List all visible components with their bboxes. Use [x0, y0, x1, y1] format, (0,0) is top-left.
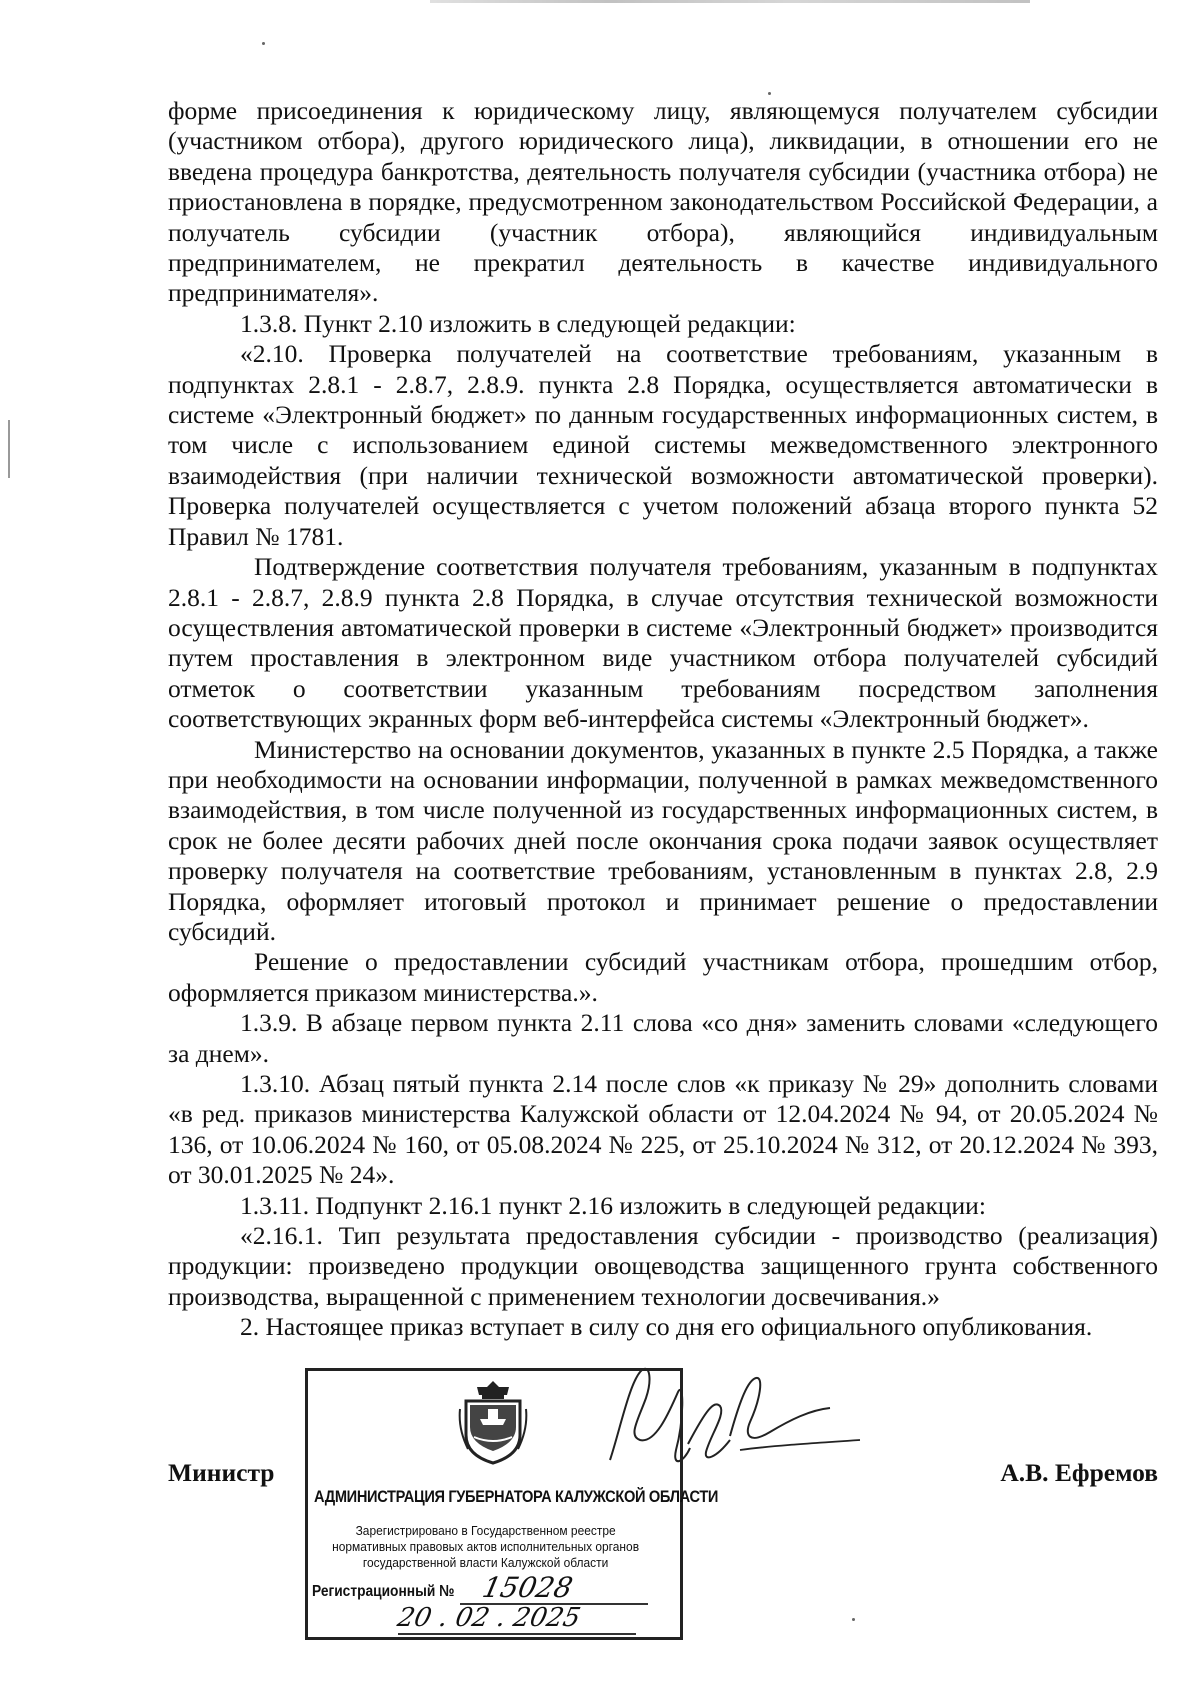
- scan-artifact-top: [430, 0, 1030, 3]
- signatory-title: Министр: [168, 1458, 275, 1487]
- registration-number: 15028: [479, 1571, 576, 1604]
- paragraph: форме присоединения к юридическому лицу, являющемуся получателем субсидии (участником отбора), другого юридического лица), ликвидации, в отношении его не введена процедура банкротства, деятельность получателя субсидии (участника отбора) не приостановлена в порядке, предусмотренном законодательством Российской Федерации, а получатель субсидии (участник отбора), являющийся индивидуальным предпринимателем, не прекратил деятельность в качестве индивидуального предпринимателя».: [168, 96, 1158, 308]
- stamp-header: АДМИНИСТРАЦИЯ ГУБЕРНАТОРА КАЛУЖСКОЙ ОБЛАСТИ: [314, 1487, 719, 1506]
- scan-dot: [852, 1618, 855, 1621]
- signatory-name: А.В. Ефремов: [1000, 1458, 1158, 1487]
- stamp-note: Зарегистрировано в Государственном реестре нормативных правовых актов исполнительных органов государственной власти Калужской области: [332, 1523, 640, 1570]
- paragraph: «2.10. Проверка получателей на соответствие требованиям, указанным в подпунктах 2.8.1 - 2.8.7, 2.8.9. пункта 2.8 Порядка, осуществляется автоматически в системе «Электронный бюджет» по данным государственных информационных систем, в том числе с использованием единой системы межведомственного электронного взаимодействия (при наличии технической возможности автоматической проверки). Проверка получателей осуществляется с учетом положений абзаца второго пункта 52 Правил № 1781.: [168, 339, 1158, 551]
- paragraph: 1.3.10. Абзац пятый пункта 2.14 после слов «к приказу № 29» дополнить словами «в ред. приказов министерства Калужской области от 12.04.2024 № 94, от 20.05.2024 № 136, от 10.06.2024 № 160, от 05.08.2024 № 225, от 25.10.2024 № 312, от 20.12.2024 № 393, от 30.01.2025 № 24».: [168, 1069, 1158, 1190]
- scan-dot: [768, 92, 771, 95]
- coat-of-arms-icon: [458, 1379, 528, 1465]
- paragraph: Министерство на основании документов, указанных в пункте 2.5 Порядка, а также при необходимости на основании информации, полученной в рамках межведомственного взаимодействия, в том числе полученной из государственных информационных систем, в срок не более десяти рабочих дней после окончания срока подачи заявок осуществляет проверку получателя на соответствие требованиям, установленным в пунктах 2.8, 2.9 Порядка, оформляет итоговый протокол и принимает решение о предоставлении субсидий.: [168, 734, 1158, 946]
- handwritten-signature: [580, 1340, 870, 1500]
- registration-date: 20 . 02 . 2025: [394, 1603, 584, 1633]
- registration-label: Регистрационный №: [312, 1583, 455, 1600]
- paragraph: Решение о предоставлении субсидий участникам отбора, прошедшим отбор, оформляется приказом министерства.».: [168, 947, 1158, 1007]
- paragraph: 1.3.8. Пункт 2.10 изложить в следующей редакции:: [240, 308, 796, 338]
- paragraph: «2.16.1. Тип результата предоставления субсидии - производство (реализация) продукции: произведено продукции овощеводства защищенного грунта собственного производства, выращенной с применением технологии досвечивания.»: [168, 1221, 1158, 1311]
- date-line: [398, 1633, 636, 1635]
- scan-artifact-left: [8, 420, 10, 478]
- paragraph: 1.3.11. Подпункт 2.16.1 пункт 2.16 изложить в следующей редакции:: [240, 1190, 986, 1220]
- paragraph: 1.3.9. В абзаце первом пункта 2.11 слова «со дня» заменить словами «следующего за днем».: [168, 1008, 1158, 1068]
- paragraph: Подтверждение соответствия получателя требованиям, указанным в подпунктах 2.8.1 - 2.8.7, 2.8.9 пункта 2.8 Порядка, в случае отсутствия технической возможности осуществления автоматической проверки в системе «Электронный бюджет» производится путем проставления в электронном виде участником отбора получателей субсидий отметок о соответствии указанным требованиям посредством заполнения соответствующих экранных форм веб-интерфейса системы «Электронный бюджет».: [168, 552, 1158, 734]
- document-body: [168, 96, 1158, 1343]
- scan-dot: [262, 42, 265, 45]
- paragraph: 2. Настоящее приказ вступает в силу со дня его официального опубликования.: [240, 1312, 1093, 1342]
